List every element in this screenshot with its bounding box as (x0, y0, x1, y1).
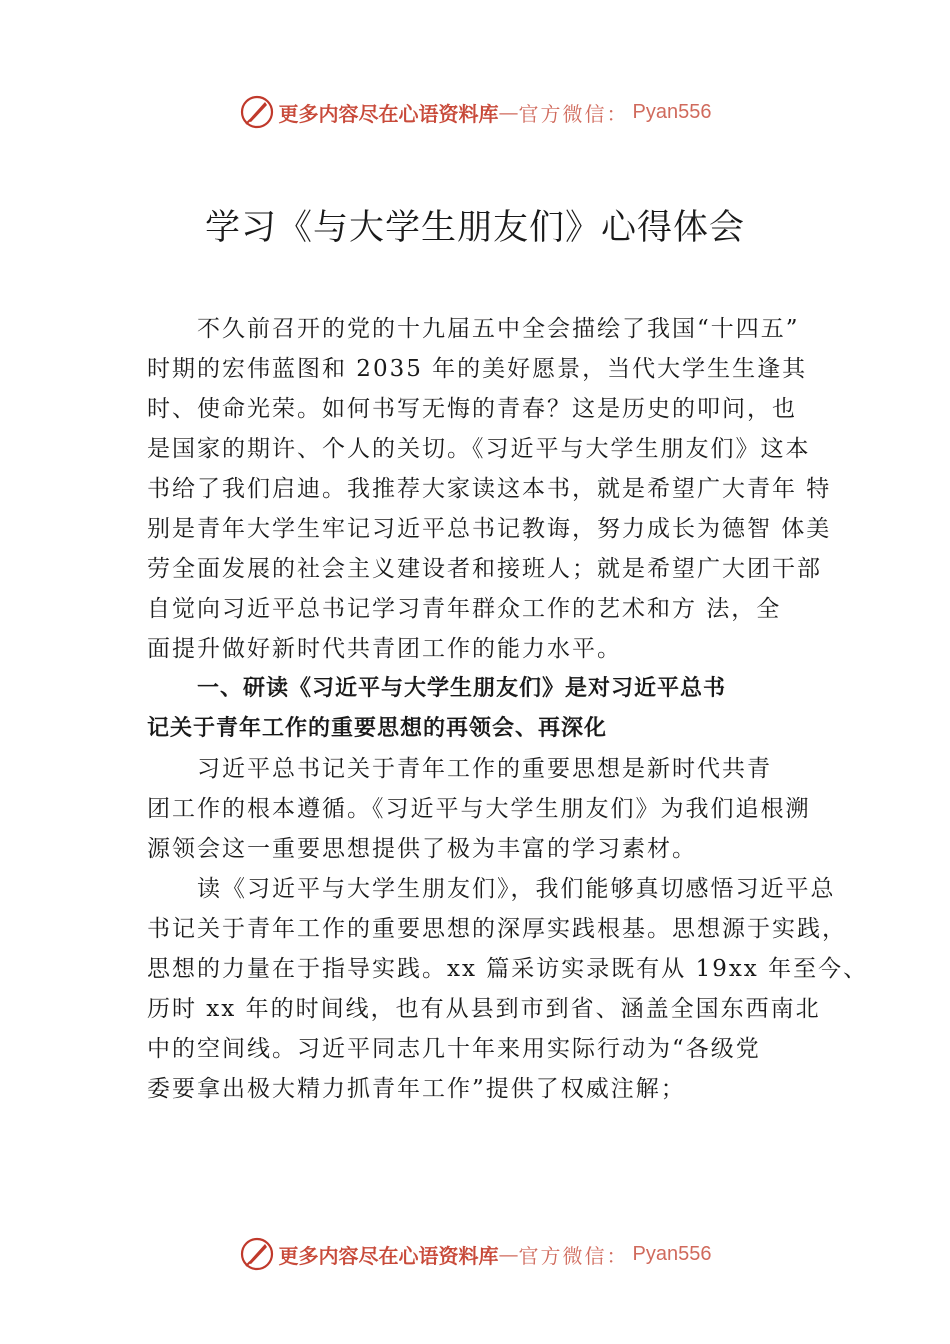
quill-pen-logo-icon (239, 1236, 275, 1272)
heading-line: 一、研读《习近平与大学生朋友们》是对习近平总书 (197, 676, 727, 701)
paragraph (147, 309, 832, 669)
quill-pen-logo-icon (239, 94, 275, 130)
text-line: 书给了我们启迪。我推荐大家读这本书，就是希望广大青年 特 (147, 476, 832, 502)
text-line: 自觉向习近平总书记学习青年群众工作的艺术和方 法，全 (147, 596, 782, 622)
banner-dash: — (498, 100, 519, 124)
text-line: 历时 xx 年的时间线，也有从县到市到省、涵盖全国东西南北 (147, 996, 821, 1022)
text-line: 读《习近平与大学生朋友们》，我们能够真切感悟习近平总 (197, 876, 836, 902)
header-banner (0, 92, 950, 132)
banner-brand: 更多内容尽在心语资料库 (278, 101, 499, 126)
banner-wechat-label: 官方微信： (518, 1243, 629, 1268)
text-line: 源领会这一重要思想提供了极为丰富的学习素材。 (147, 836, 697, 862)
banner-wechat-handle: Pyan556 (632, 1242, 712, 1265)
paragraph (147, 749, 827, 869)
document-body (147, 309, 869, 1109)
document-title: 学习《与大学生朋友们》心得体会 (204, 208, 745, 248)
text-line: 时期的宏伟蓝图和 2035 年的美好愿景，当代大学生生逢其 (147, 356, 808, 382)
text-line: 别是青年大学生牢记习近平总书记教诲，努力成长为德智 体美 (147, 516, 832, 542)
text-line: 劳全面发展的社会主义建设者和接班人；就是希望广大团干部 (147, 556, 822, 582)
text-line: 团工作的根本遵循。《习近平与大学生朋友们》为我们追根溯 (147, 796, 811, 822)
text-line: 习近平总书记关于青年工作的重要思想是新时代共青 (197, 756, 772, 782)
text-line: 时、使命光荣。如何书写无悔的青春？这是历史的叩问，也 (147, 396, 797, 422)
banner-wechat-handle: Pyan556 (632, 100, 712, 123)
text-line: 是国家的期许、个人的关切。《习近平与大学生朋友们》这本 (147, 436, 811, 462)
banner-dash: — (498, 1242, 519, 1266)
text-line: 书记关于青年工作的重要思想的深厚实践根基。思想源于实践， (147, 916, 847, 942)
paragraph (147, 869, 869, 1109)
section-heading (147, 669, 827, 749)
text-line: 委要拿出极大精力抓青年工作”提供了权威注解； (147, 1076, 686, 1102)
text-line: 不久前召开的党的十九届五中全会描绘了我国“十四五” (197, 316, 800, 342)
heading-line: 记关于青年工作的重要思想的再领会、再深化 (147, 716, 608, 741)
banner-brand: 更多内容尽在心语资料库 (278, 1243, 499, 1268)
text-line: 思想的力量在于指导实践。xx 篇采访实录既有从 19xx 年至今、 (147, 956, 869, 982)
banner-wechat-label: 官方微信： (518, 101, 629, 126)
text-line: 中的空间线。习近平同志几十年来用实际行动为“各级党 (147, 1036, 761, 1062)
footer-banner (0, 1234, 950, 1274)
text-line: 面提升做好新时代共青团工作的能力水平。 (147, 636, 622, 662)
